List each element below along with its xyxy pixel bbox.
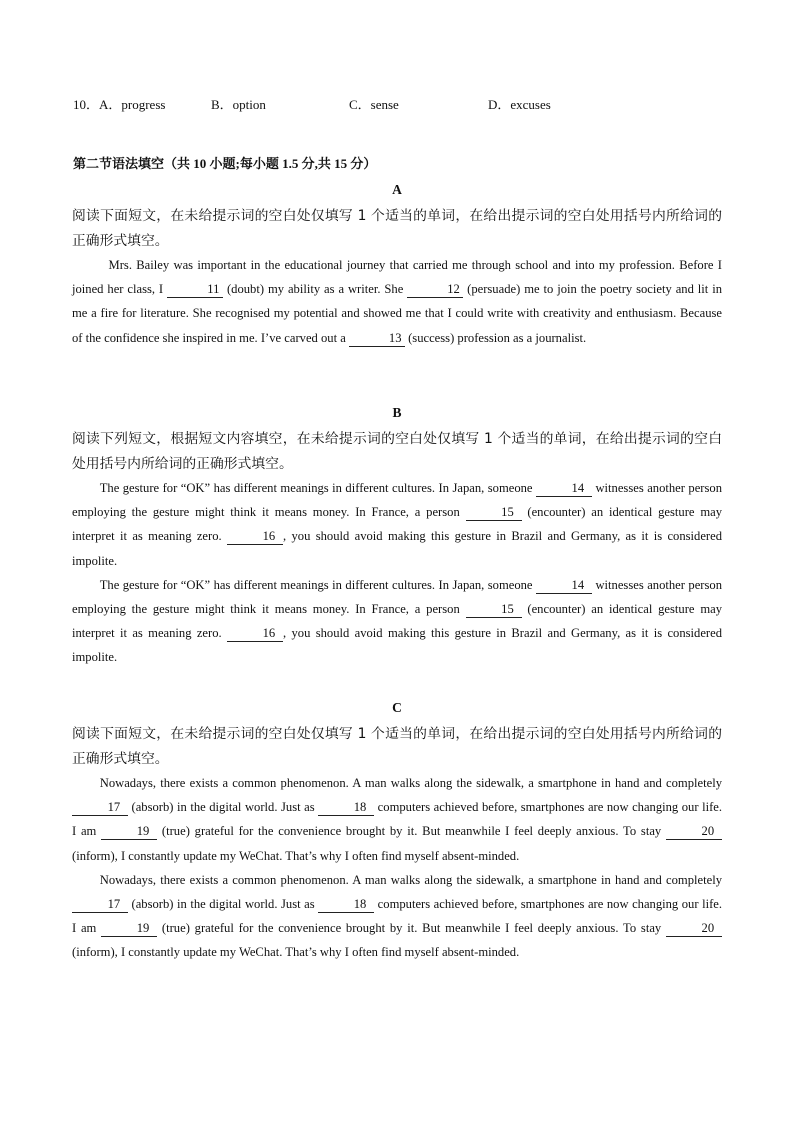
blank-14[interactable]: 14 [536, 578, 592, 594]
blank-16[interactable]: 16 [227, 529, 283, 545]
section-a-passage: Mrs. Bailey was important in the educational journey that carried me through school and into my profession. Before I joined her class, I 11 (doubt) my ability as a writer. She 12 (persuade) me to join the poetry society and lit in me a fire for literature. She recognised my potential and showed me that I could write with creativity and enthusiasm. Because of the confidence she inspired in me. I’ve carved out a 13 (success) profession as a journalist. [72, 258, 722, 345]
section-b-letter: B [392, 405, 402, 420]
section-c-passage-2: Nowadays, there exists a common phenomenon. A man walks along the sidewalk, a smartphone in hand and completely 17 (absorb) in the digital world. Just as 18 computers achieved before, smartphones are now changing our life. I am 19 (true) grateful for the convenience brought by it. But meanwhile I feel deeply anxious. To stay 20 (inform), I constantly update my WeChat. That’s why I often find myself absent-minded. [72, 872, 723, 960]
blank-20[interactable]: 20 [666, 921, 722, 937]
blank-15[interactable]: 15 [466, 602, 522, 618]
section-b [72, 403, 722, 670]
blank-19[interactable]: 19 [101, 824, 157, 840]
blank-18[interactable]: 18 [318, 897, 374, 913]
section-title: 第二节语法填空（共 10 小题;每小题 1.5 分,共 15 分） [73, 156, 377, 171]
section-c-letter: C [392, 700, 402, 715]
blank-15[interactable]: 15 [466, 505, 522, 521]
blank-11[interactable]: 11 [167, 282, 223, 298]
question-10-option-b: B．option [211, 97, 266, 112]
question-10-option-c: C．sense [349, 97, 399, 112]
section-b-passage-2: The gesture for “OK” has different meanings in different cultures. In Japan, someone 14 witnesses another person employing the gesture might think it means money. In France, a person 15 (encounter) an identical gesture may interpret it as meaning zero. 16 , you should avoid making this gesture in Brazil and Germany, as it is considered impolite. [72, 577, 723, 665]
section-c-passage-1: Nowadays, there exists a common phenomenon. A man walks along the sidewalk, a smartphone in hand and completely 17 (absorb) in the digital world. Just as 18 computers achieved before, smartphones are now changing our life. I am 19 (true) grateful for the convenience brought by it. But meanwhile I feel deeply anxious. To stay 20 (inform), I constantly update my WeChat. That’s why I often find myself absent-minded. [72, 776, 723, 863]
section-a [72, 180, 722, 350]
blank-16[interactable]: 16 [227, 626, 283, 642]
blank-20[interactable]: 20 [666, 824, 722, 840]
section-b-instruction: 阅读下列短文，根据短文内容填空，在未给提示词的空白处仅填写 1 个适当的单词，在给出提示词的空白处用括号内所给词的正确形式填空。 [72, 431, 722, 472]
section-a-letter: A [392, 182, 402, 197]
section-b-passage-1: The gesture for “OK” has different meanings in different cultures. In Japan, someone 14 witnesses another person employing the gesture might think it means money. In France, a person 15 (encounter) an identical gesture may interpret it as meaning zero. 16 , you should avoid making this gesture in Brazil and Germany, as it is considered impolite. [72, 481, 723, 568]
blank-13[interactable]: 13 [349, 331, 405, 347]
section-c [72, 698, 722, 965]
blank-19[interactable]: 19 [101, 921, 157, 937]
section-c-instruction: 阅读下面短文，在未给提示词的空白处仅填写 1 个适当的单词，在给出提示词的空白处用括号内所给词的正确形式填空。 [72, 726, 722, 767]
question-10-option-a: 10．A．progress [73, 97, 166, 112]
blank-17[interactable]: 17 [72, 800, 128, 816]
blank-17[interactable]: 17 [72, 897, 128, 913]
section-a-instruction: 阅读下面短文，在未给提示词的空白处仅填写 1 个适当的单词，在给出提示词的空白处用括号内所给词的正确形式填空。 [72, 208, 722, 249]
blank-18[interactable]: 18 [318, 800, 374, 816]
question-10-option-d: D．excuses [488, 97, 551, 112]
blank-14[interactable]: 14 [536, 481, 592, 497]
blank-12[interactable]: 12 [407, 282, 463, 298]
